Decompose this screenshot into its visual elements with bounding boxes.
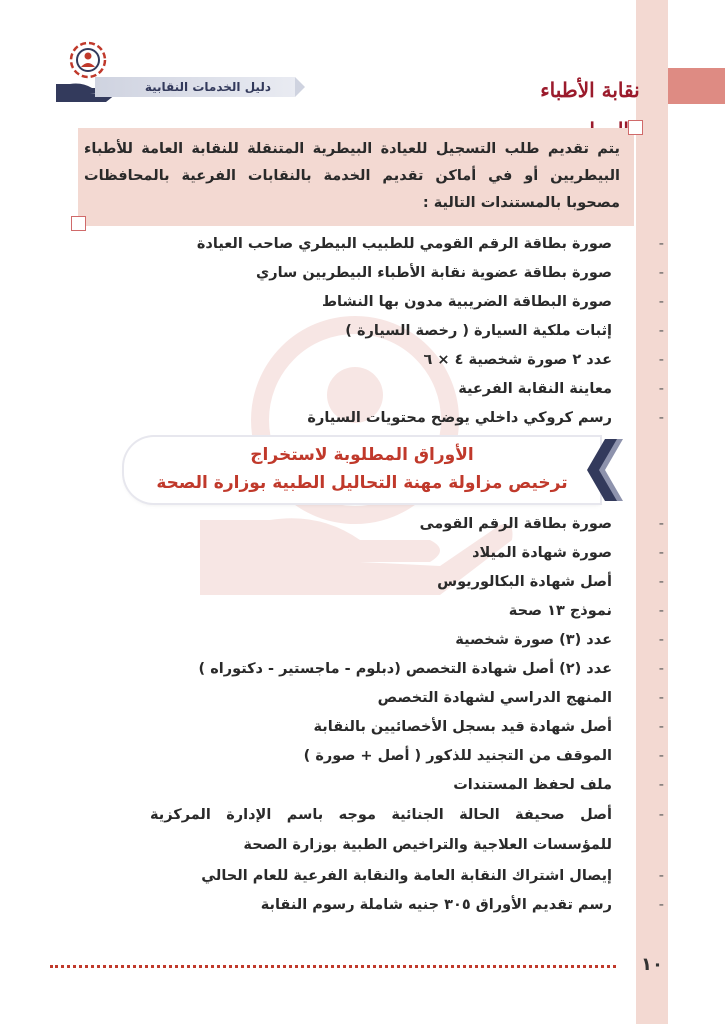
list-item (150, 375, 670, 404)
syndicate-logo: نقابة الأطباء (540, 78, 640, 102)
list-item-text: عدد (٢) أصل شهادة التخصص (دبلوم - ماجستير - دكتوراه ) (198, 661, 612, 677)
bullet-dash: - (658, 352, 664, 368)
page-number: ١٠ (641, 954, 663, 975)
list-item (150, 597, 670, 626)
list-item (150, 230, 670, 259)
bullet-dash: - (658, 807, 664, 823)
bullet-dash: - (658, 410, 664, 426)
bullet-dash: - (658, 690, 664, 706)
list-item-text: صورة شهادة الميلاد (472, 545, 612, 561)
bullet-dash: - (658, 516, 664, 532)
list-item-text: صورة بطاقة الرقم القومي للطبيب البيطري صاحب العيادة (196, 236, 612, 252)
list-item-text: إيصال اشتراك النقابة العامة والنقابة الفرعية للعام الحالي (201, 868, 612, 884)
list-item (150, 568, 670, 597)
header-chevron (295, 77, 305, 97)
list-item-text: إثبات ملكية السيارة ( رخصة السيارة ) (345, 323, 612, 339)
list-item (150, 713, 670, 742)
list-item-text: صورة بطاقة عضوية نقابة الأطباء البيطريين ساري (255, 265, 612, 281)
list-item-text: عدد (٣) صورة شخصية (455, 632, 612, 648)
list-item-text: معاينة النقابة الفرعية (458, 381, 612, 397)
bullet-dash: - (658, 265, 664, 281)
bullet-dash: - (658, 294, 664, 310)
bullet-dash: - (658, 868, 664, 884)
bullet-dash: - (658, 545, 664, 561)
list-item-text: نموذج ١٣ صحة (508, 603, 612, 619)
list-item (150, 862, 670, 891)
list-item-text: صورة بطاقة الرقم القومى (419, 516, 612, 532)
bullet-dash: - (658, 574, 664, 590)
list-item (150, 346, 670, 375)
decor-square-top (628, 120, 643, 135)
decor-square-bottom (71, 216, 86, 231)
list-item-text: صورة البطاقة الضريبية مدون بها النشاط (321, 294, 612, 310)
list-item-text: أصل شهادة البكالوريوس (437, 574, 612, 590)
list-item (150, 684, 670, 713)
list-item-text: أصل شهادة قيد بسجل الأخصائيين بالنقابة (313, 719, 612, 735)
section-heading-line1: الأوراق المطلوبة لاستخراج (250, 445, 474, 465)
list-item (150, 771, 670, 800)
chevron-left-icon (583, 437, 623, 503)
bullet-dash: - (658, 603, 664, 619)
bullet-dash: - (658, 381, 664, 397)
list-item (150, 655, 670, 684)
bullet-dash: - (658, 897, 664, 913)
list-item (150, 317, 670, 346)
license-documents-list (150, 510, 670, 920)
section-heading (124, 437, 600, 503)
list-item (150, 539, 670, 568)
list-item-text: أصل صحيفة الحالة الجنائية موجه باسم الإدارة المركزية للمؤسسات العلاجية والتراخيص الطبية بوزارة الصحة (150, 807, 612, 853)
list-item-text: المنهج الدراسي لشهادة التخصص (377, 690, 612, 706)
list-item (150, 800, 670, 862)
list-item-text: ملف لحفظ المستندات (453, 777, 612, 793)
section-heading-line2: ترخيص مزاولة مهنة التحاليل الطبية بوزارة الصحة (156, 473, 568, 493)
person-services-hand-icon (52, 38, 124, 110)
list-item (150, 742, 670, 771)
bullet-dash: - (658, 777, 664, 793)
list-item-text: عدد ٢ صورة شخصية ٤ × ٦ (423, 352, 612, 368)
bullet-dash: - (658, 236, 664, 252)
list-item (150, 288, 670, 317)
bullet-dash: - (658, 323, 664, 339)
header-title: دليل الخدمات النقابية (144, 80, 271, 94)
list-item (150, 626, 670, 655)
list-item (150, 891, 670, 920)
list-item-text: رسم كروكي داخلي يوضح محتويات السيارة (307, 410, 612, 426)
list-item-text: الموقف من التجنيد للذكور ( أصل + صورة ) (303, 748, 612, 764)
list-item (150, 510, 670, 539)
bullet-dash: - (658, 632, 664, 648)
footer-dotted-rule (50, 965, 616, 968)
bullet-dash: - (658, 748, 664, 764)
list-item (150, 404, 670, 433)
header-band (95, 77, 295, 97)
list-item-text: رسم تقديم الأوراق ٣٠٥ جنيه شاملة رسوم النقابة (260, 897, 612, 913)
intro-box (78, 128, 634, 226)
bullet-dash: - (658, 719, 664, 735)
bullet-dash: - (658, 661, 664, 677)
corner-accent-block (668, 68, 725, 104)
registration-documents-list (150, 230, 670, 433)
list-item (150, 259, 670, 288)
intro-paragraph: يتم تقديم طلب التسجيل للعيادة البيطرية المتنقلة للنقابة العامة للأطباء البيطريين أو في أماكن تقديم الخدمة بالنقابات الفرعية بالمحافظات مصحوبا بالمستندات التالية : (84, 141, 620, 211)
